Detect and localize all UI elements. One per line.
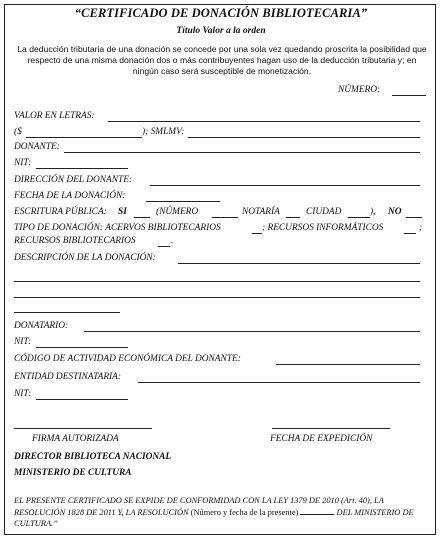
fecha-donacion-line[interactable]: [146, 201, 220, 202]
firma-label: FIRMA AUTORIZADA: [32, 434, 119, 444]
nit-line[interactable]: [36, 168, 128, 169]
acervos-line[interactable]: [252, 233, 262, 234]
informaticos-line[interactable]: [404, 233, 416, 234]
escritura-ciudad-line[interactable]: [348, 217, 370, 218]
nit2-label: NIT:: [14, 337, 32, 347]
footer-part2: (Número y fecha de la presente): [190, 508, 299, 517]
escritura-no-line[interactable]: [406, 217, 422, 218]
smlmv-line[interactable]: [188, 137, 420, 138]
donatario-line[interactable]: [84, 331, 420, 332]
codigo-actividad-line[interactable]: [276, 364, 420, 365]
fecha-expedicion-label: FECHA DE EXPEDICIÓN: [270, 434, 373, 444]
donatario-label: DONATARIO:: [14, 321, 69, 331]
codigo-actividad-label: CÓDIGO DE ACTIVIDAD ECONÓMICA DEL DONANTE:: [14, 354, 241, 364]
peso-prefix: ($: [14, 127, 22, 137]
escritura-notaria-label: NOTARÍA: [242, 207, 280, 217]
pesos-line[interactable]: [26, 137, 142, 138]
entidad-line[interactable]: [138, 382, 420, 383]
tipo-donacion-label: TIPO DE DONACIÓN: ACERVOS BIBLIOTECARIOS: [14, 223, 221, 233]
tipo-period: .: [171, 236, 174, 246]
numero-line[interactable]: [392, 95, 426, 96]
escritura-no: NO: [388, 207, 402, 217]
escritura-numero-line[interactable]: [212, 217, 238, 218]
recursos-informaticos-label: ; RECURSOS INFORMÁTICOS: [262, 223, 384, 233]
direccion-label: DIRECCIÓN DEL DONANTE:: [14, 175, 133, 185]
page-title: “CERTIFICADO DE DONACIÓN BIBLIOTECARIA”: [74, 6, 368, 20]
descripcion-line-2[interactable]: [14, 281, 420, 282]
escritura-si-line[interactable]: [134, 217, 150, 218]
entidad-label: ENTIDAD DESTINATARIA:: [14, 372, 122, 382]
nit2-line[interactable]: [36, 347, 128, 348]
donante-line[interactable]: [64, 152, 420, 153]
recursos-bibliotecarios-label: RECURSOS BIBLIOTECARIOS: [14, 236, 136, 246]
fecha-donacion-label: FECHA DE LA DONACIÓN:: [14, 191, 126, 201]
page-subtitle: Título Valor a la orden: [176, 26, 266, 36]
legal-footer: [14, 495, 428, 529]
intro-paragraph: La deducción tributaria de una donación se concede por una sola vez quedando proscrita la posibilidad que respecto de una misma donación dos o más contribuyentes hagan uso de la deducción tributaria y; en ningún caso será susceptible de monetización.: [17, 44, 427, 76]
resolucion-line[interactable]: [300, 506, 334, 515]
nit3-label: NIT:: [14, 389, 32, 399]
tipo-semicolon: ;: [419, 223, 423, 233]
nit-label: NIT:: [14, 158, 32, 168]
nit3-line[interactable]: [36, 399, 128, 400]
descripcion-line-4[interactable]: [14, 312, 120, 313]
escritura-close: ),: [370, 207, 376, 217]
descripcion-line-3[interactable]: [14, 297, 420, 298]
firma-line[interactable]: [14, 428, 152, 429]
escritura-ciudad-label: CIUDAD: [306, 207, 342, 217]
direccion-line[interactable]: [150, 185, 420, 186]
donante-label: DONANTE:: [14, 142, 60, 152]
escritura-label: ESCRITURA PÚBLICA:: [14, 207, 107, 217]
descripcion-label: DESCRIPCIÓN DE LA DONACIÓN:: [14, 253, 156, 263]
director-label: DIRECTOR BIBLIOTECA NACIONAL: [14, 452, 172, 462]
fecha-expedicion-line[interactable]: [272, 428, 390, 429]
escritura-si: SI: [118, 207, 127, 217]
escritura-notaria-line[interactable]: [286, 217, 300, 218]
bibliotecarios-line[interactable]: [158, 246, 170, 247]
valor-letras-line[interactable]: [108, 121, 420, 122]
footer-part3: DEL MINISTERIO DE CULTURA.”: [14, 508, 414, 528]
footer-part1: EL PRESENTE CERTIFICADO SE EXPIDE DE CONFORMIDAD CON LA LEY 1379 DE 2010 (Art. 40), LA RESOLUCIÓN 1828 DE 2011 Y, LA RESOLUCIÓN: [14, 496, 384, 517]
descripcion-line-1[interactable]: [178, 263, 420, 264]
numero-label: NÚMERO:: [338, 85, 381, 95]
valor-letras-label: VALOR EN LETRAS:: [14, 111, 95, 121]
escritura-numero-label: (NÚMERO: [156, 207, 199, 217]
ministerio-label: MINISTERIO DE CULTURA: [14, 468, 132, 478]
smlmv-label: ); SMLMV:: [142, 127, 185, 137]
